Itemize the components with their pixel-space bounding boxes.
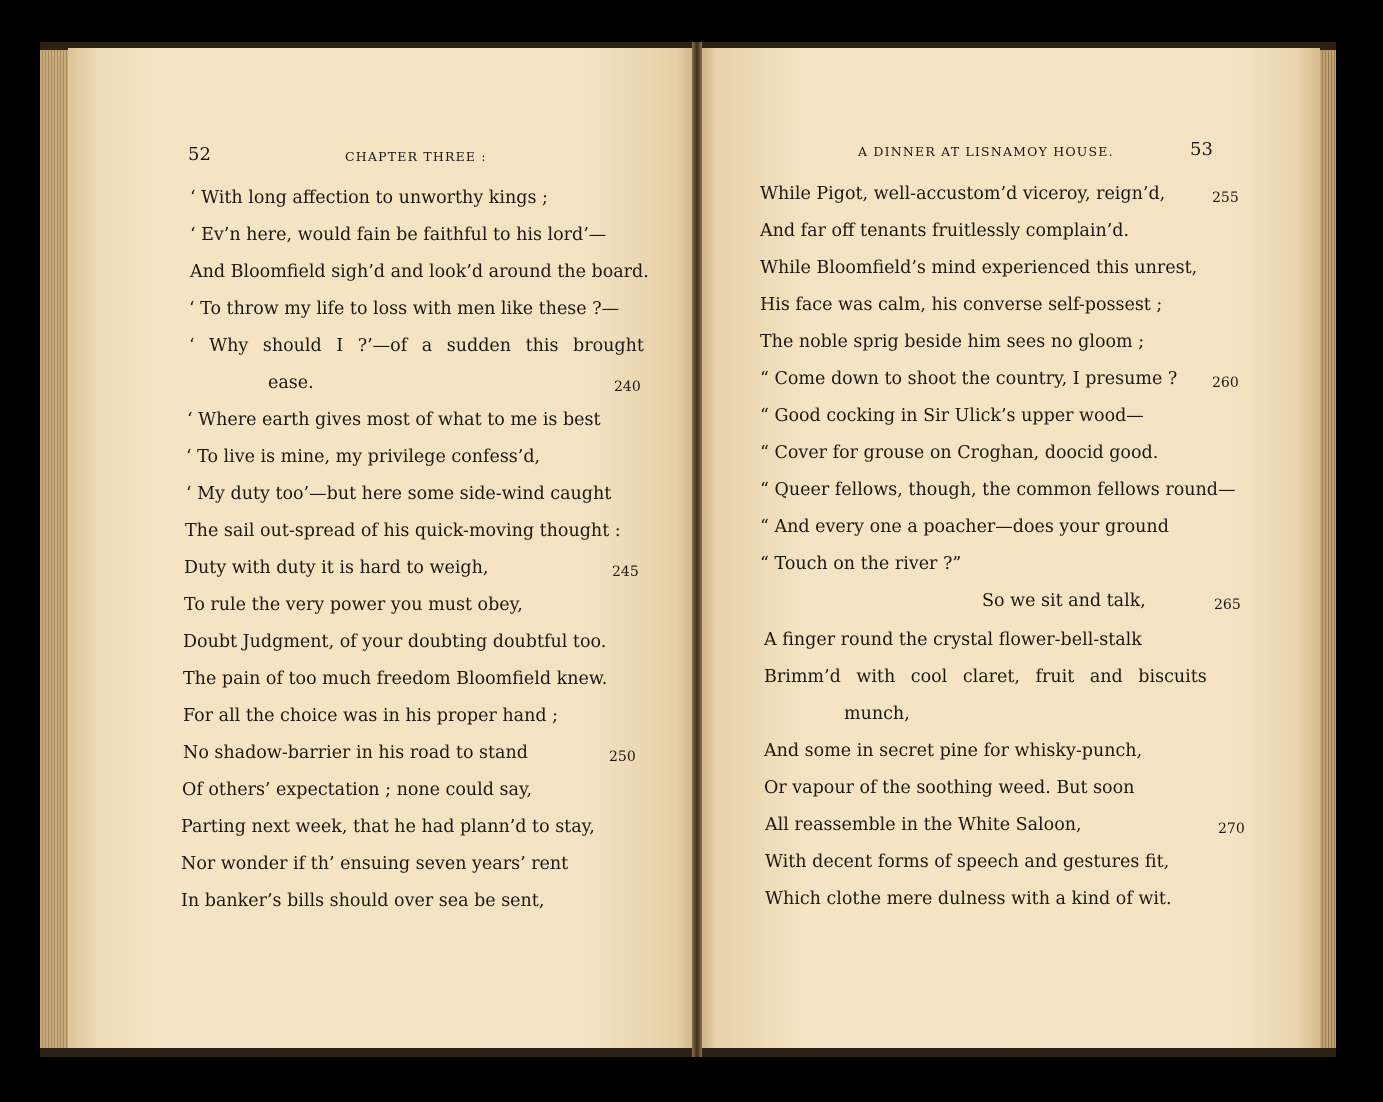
verse-line: munch, [844, 704, 910, 724]
verse-line: His face was calm, his converse self-possest ; [760, 295, 1163, 315]
verse-line: ‘ With long affection to unworthy kings ; [190, 188, 548, 208]
line-number: 260 [1212, 375, 1239, 391]
verse-line: A finger round the crystal flower-bell-stalk [764, 630, 1142, 650]
verse-line: To rule the very power you must obey, [184, 595, 523, 615]
verse-line: Duty with duty it is hard to weigh, [184, 558, 489, 578]
verse-line: Nor wonder if th’ ensuing seven years’ rent [181, 854, 569, 874]
verse-line: All reassemble in the White Saloon, [765, 815, 1082, 835]
running-head: CHAPTER THREE : [345, 149, 487, 164]
verse-line: “ Cover for grouse on Croghan, doocid good. [760, 443, 1159, 463]
verse-line: Of others’ expectation ; none could say, [182, 780, 533, 800]
verse-line: Doubt Judgment, of your doubting doubtful too. [183, 632, 607, 652]
line-number: 270 [1218, 821, 1245, 837]
line-number: 255 [1212, 190, 1239, 206]
verse-line: So we sit and talk, [982, 591, 1146, 611]
verse-line: ‘ To live is mine, my privilege confess’d, [186, 447, 541, 467]
verse-line: “ Touch on the river ?” [760, 554, 962, 574]
right-page-edges [1320, 50, 1336, 1048]
verse-line: “ Come down to shoot the country, I presume ? [760, 369, 1178, 389]
verse-line: The pain of too much freedom Bloomfield knew. [183, 669, 608, 689]
verse-line: While Pigot, well-accustom’d viceroy, reign’d, [760, 184, 1166, 204]
verse-line: No shadow-barrier in his road to stand [183, 743, 528, 763]
verse-line: ‘ Why should I ?’—of a sudden this brought [189, 336, 644, 356]
left-page-edges [40, 50, 70, 1048]
running-head: A DINNER AT LISNAMOY HOUSE. [858, 144, 1114, 159]
verse-line: Brimm’d with cool claret, fruit and biscuits [764, 667, 1207, 687]
verse-line: And Bloomfield sigh’d and look’d around the board. [190, 262, 649, 282]
book-gutter [692, 42, 702, 1057]
verse-line: Which clothe mere dulness with a kind of wit. [765, 889, 1172, 909]
verse-line: “ Good cocking in Sir Ulick’s upper wood— [760, 406, 1144, 426]
verse-line: The noble sprig beside him sees no gloom ; [760, 332, 1145, 352]
verse-line: ‘ To throw my life to loss with men like these ?— [189, 299, 620, 319]
open-book [40, 42, 1336, 1057]
verse-line: With decent forms of speech and gestures fit, [765, 852, 1170, 872]
verse-line: In banker’s bills should over sea be sent, [181, 891, 545, 911]
page-number: 53 [1190, 139, 1213, 160]
verse-line: For all the choice was in his proper hand ; [183, 706, 559, 726]
line-number: 240 [614, 379, 641, 395]
verse-line: While Bloomfield’s mind experienced this unrest, [760, 258, 1198, 278]
verse-line: “ Queer fellows, though, the common fellows round— [760, 480, 1236, 500]
verse-line: Parting next week, that he had plann’d to stay, [181, 817, 595, 837]
page-number: 52 [188, 144, 211, 165]
verse-line: And far off tenants fruitlessly complain’d. [760, 221, 1130, 241]
left-page [68, 48, 696, 1048]
verse-line: ‘ Ev’n here, would fain be faithful to his lord’— [190, 225, 607, 245]
verse-line: ‘ Where earth gives most of what to me is best [187, 410, 601, 430]
line-number: 265 [1214, 597, 1241, 613]
line-number: 245 [612, 564, 639, 580]
verse-line: “ And every one a poacher—does your ground [760, 517, 1169, 537]
line-number: 250 [609, 749, 636, 765]
verse-line: ease. [268, 373, 314, 393]
verse-line: Or vapour of the soothing weed. But soon [764, 778, 1135, 798]
verse-line: ‘ My duty too’—but here some side-wind caught [186, 484, 612, 504]
right-page [698, 48, 1320, 1048]
verse-line: The sail out-spread of his quick-moving thought : [185, 521, 621, 541]
verse-line: And some in secret pine for whisky-punch, [764, 741, 1143, 761]
